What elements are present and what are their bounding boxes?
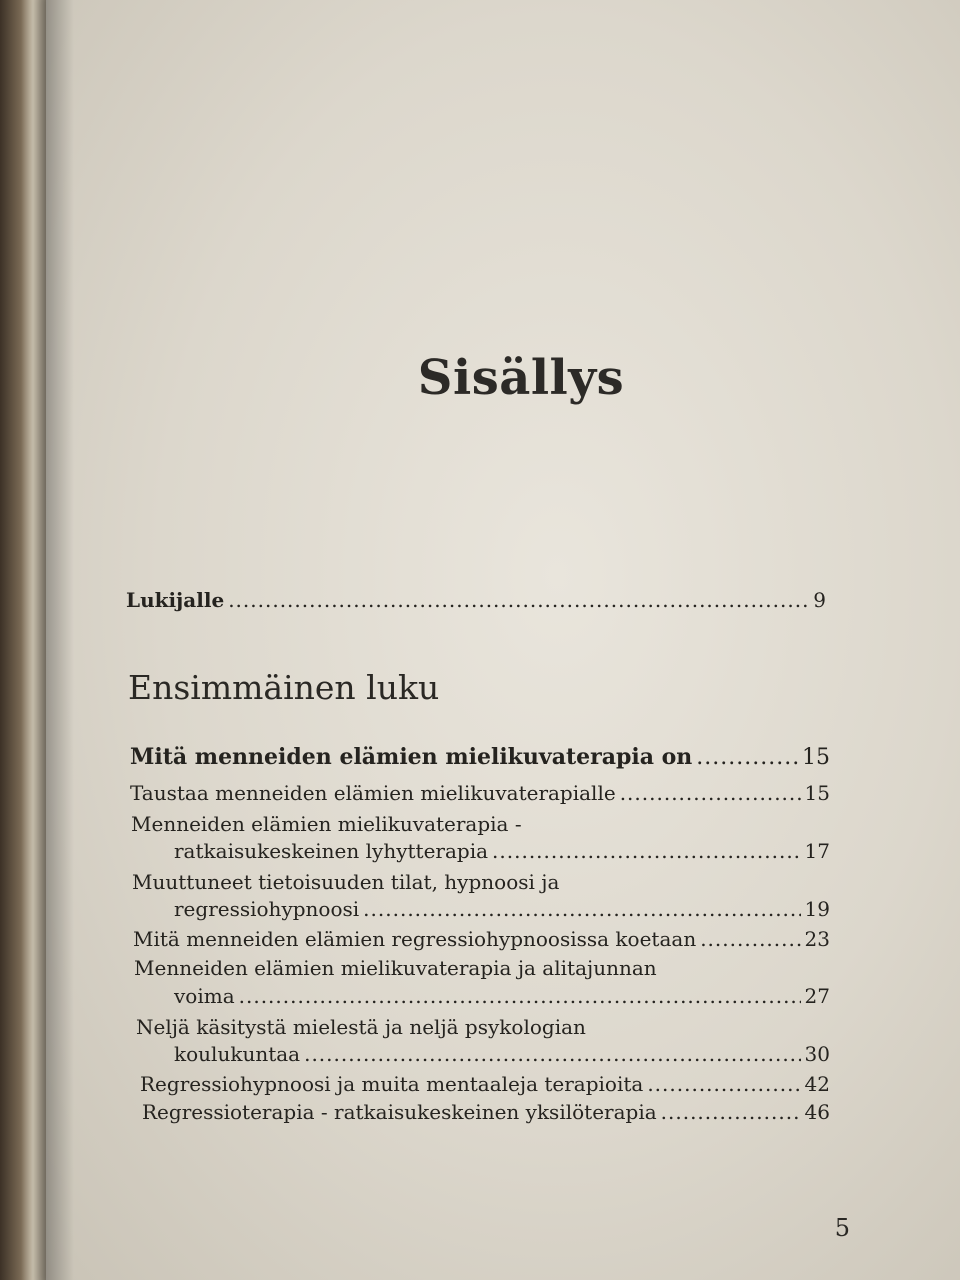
toc-entry-intro	[126, 588, 826, 612]
toc-entry	[133, 927, 830, 951]
dot-leader	[492, 839, 801, 863]
toc-entry-page: 15	[802, 745, 830, 770]
dot-leader	[304, 1042, 800, 1066]
toc-entry	[140, 1072, 830, 1096]
toc-entry-main	[130, 744, 830, 770]
toc-entry	[174, 897, 830, 921]
toc-entry-page: 42	[804, 1072, 830, 1096]
toc-entry-line1: Neljä käsitystä mielestä ja neljä psykologian	[136, 1015, 586, 1039]
page-title: Sisällys	[417, 350, 625, 406]
toc-entry-label: koulukuntaa	[174, 1042, 301, 1066]
dot-leader	[363, 897, 800, 921]
dot-leader	[228, 588, 809, 612]
toc-entry-label: ratkaisukeskeinen lyhytterapia	[174, 839, 489, 863]
toc-entry-page: 46	[804, 1100, 830, 1124]
toc-entry-line1: Menneiden elämien mielikuvaterapia -	[131, 812, 522, 836]
toc-entry-label: Regressioterapia - ratkaisukeskeinen yksilöterapia	[142, 1100, 657, 1124]
toc-entry-page: 30	[804, 1042, 830, 1066]
toc-entry-label: Taustaa menneiden elämien mielikuvaterapialle	[130, 781, 616, 805]
toc-entry-page: 23	[804, 927, 830, 951]
toc-entry-page: 9	[813, 588, 826, 612]
toc-entry-label: Regressiohypnoosi ja muita mentaaleja terapioita	[140, 1072, 644, 1096]
toc-entry	[130, 781, 830, 805]
dot-leader	[700, 927, 800, 951]
toc-entry-line1: Menneiden elämien mielikuvaterapia ja alitajunnan	[134, 956, 657, 980]
toc-entry-label: Mitä menneiden elämien regressiohypnoosissa koetaan	[133, 927, 697, 951]
chapter-heading: Ensimmäinen luku	[128, 668, 440, 707]
toc-entry-line1: Muuttuneet tietoisuuden tilat, hypnoosi ja	[132, 870, 560, 894]
toc-entry-label: Mitä menneiden elämien mielikuvaterapia on	[130, 744, 693, 770]
dot-leader	[647, 1072, 800, 1096]
toc-entry-page: 19	[804, 897, 830, 921]
toc-entry	[174, 1042, 830, 1066]
dot-leader	[239, 984, 801, 1008]
dot-leader	[696, 745, 798, 770]
page-number: 5	[834, 1214, 850, 1242]
dot-leader	[661, 1100, 801, 1124]
toc-entry-page: 15	[804, 781, 830, 805]
toc-entry	[174, 984, 830, 1008]
dot-leader	[620, 781, 801, 805]
book-page	[46, 0, 960, 1280]
toc-entry-label: regressiohypnoosi	[174, 897, 360, 921]
toc-entry	[142, 1100, 830, 1124]
toc-entry-page: 17	[804, 839, 830, 863]
toc-entry-page: 27	[804, 984, 830, 1008]
toc-entry	[174, 839, 830, 863]
toc-entry-label: Lukijalle	[126, 588, 225, 612]
toc-entry-label: voima	[174, 984, 235, 1008]
